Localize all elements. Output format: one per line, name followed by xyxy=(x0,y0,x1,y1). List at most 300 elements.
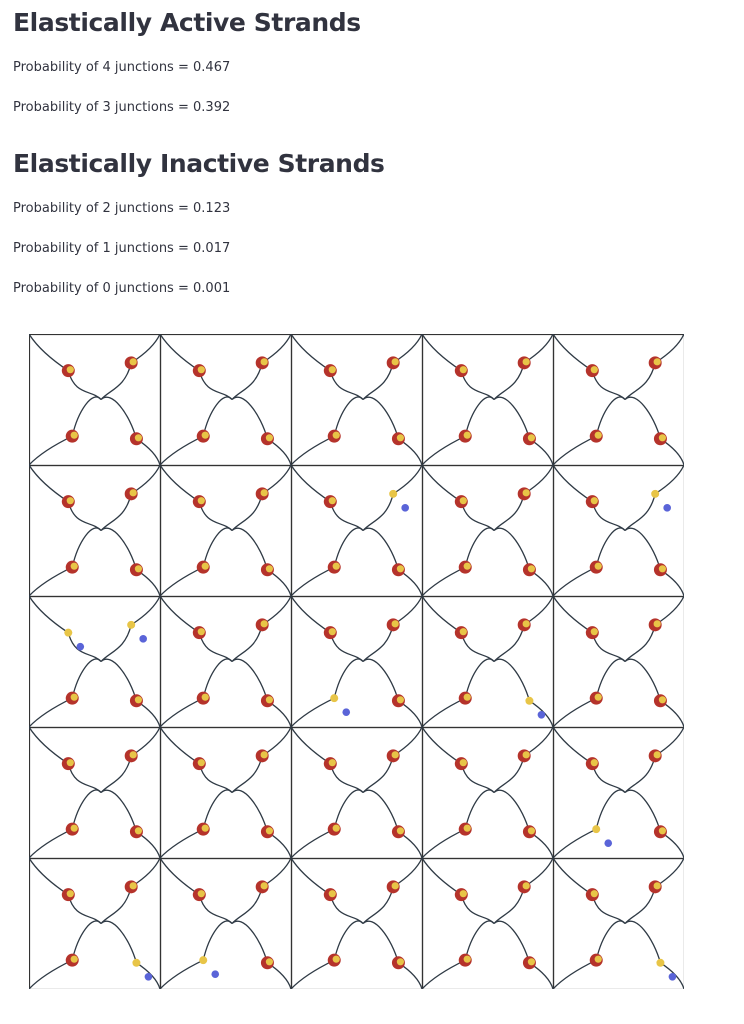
strand-line xyxy=(553,436,596,465)
strand-line xyxy=(461,895,494,924)
strand-line xyxy=(334,397,363,436)
strand-line xyxy=(72,397,101,436)
junction-core xyxy=(198,628,205,635)
probability-value: 0.017 xyxy=(193,241,231,256)
junction-core xyxy=(266,958,273,965)
strand-line xyxy=(29,858,68,895)
junction-core xyxy=(523,489,530,496)
strand-line xyxy=(553,334,592,371)
junction-core xyxy=(397,827,404,834)
strand-line xyxy=(553,858,592,895)
strand-line xyxy=(553,567,596,596)
strand-line xyxy=(363,790,398,832)
strand-line xyxy=(199,895,232,924)
crosslinker-dot xyxy=(538,711,546,719)
strand-line xyxy=(291,465,330,502)
network-cell xyxy=(160,465,292,597)
strand-line xyxy=(232,756,262,793)
strand-line xyxy=(29,698,72,727)
strand-line xyxy=(422,698,465,727)
strand-line xyxy=(334,528,363,567)
network-cell xyxy=(291,465,423,597)
strand-line xyxy=(101,887,131,924)
strand-line xyxy=(291,858,330,895)
strand-line xyxy=(68,371,101,400)
network-cell xyxy=(160,858,292,989)
junction-core xyxy=(464,432,471,439)
junction-core xyxy=(71,694,78,701)
junction-core xyxy=(198,890,205,897)
free-end-marker xyxy=(525,697,533,705)
junction-core xyxy=(71,563,78,570)
strand-line xyxy=(72,921,101,960)
crosslinker-dot xyxy=(342,708,350,716)
junction-core xyxy=(130,882,137,889)
junction-core xyxy=(198,366,205,373)
section-title-active: Elastically Active Strands xyxy=(13,8,361,37)
free-end-marker xyxy=(127,621,135,629)
junction-core xyxy=(523,620,530,627)
strand-line xyxy=(330,371,363,400)
network-cell xyxy=(29,727,161,859)
probability-line: Probability of 3 junctions = 0.392 xyxy=(13,100,231,115)
strand-line xyxy=(291,829,334,858)
strand-line xyxy=(363,494,393,531)
strand-line xyxy=(553,596,592,633)
strand-line xyxy=(232,528,267,570)
strand-line xyxy=(553,465,592,502)
strand-line xyxy=(291,698,334,727)
junction-core xyxy=(329,628,336,635)
strand-line xyxy=(494,397,529,439)
strand-line xyxy=(160,858,199,895)
network-grid-diagram xyxy=(29,334,684,989)
cell-border xyxy=(161,597,292,728)
strand-line xyxy=(592,895,625,924)
junction-core xyxy=(591,890,598,897)
free-end-marker xyxy=(656,959,664,967)
junction-core xyxy=(266,827,273,834)
strand-line xyxy=(592,633,625,662)
network-cell xyxy=(553,727,684,859)
strand-line xyxy=(101,659,136,701)
probability-label: Probability of 1 junctions xyxy=(13,241,174,256)
strand-line xyxy=(465,790,494,829)
junction-core xyxy=(67,890,74,897)
cell-border xyxy=(30,466,161,597)
crosslinker-dot xyxy=(139,635,147,643)
junction-core xyxy=(71,432,78,439)
strand-line xyxy=(199,371,232,400)
strand-line xyxy=(72,528,101,567)
cell-border xyxy=(292,859,423,990)
strand-line xyxy=(334,790,363,829)
strand-line xyxy=(553,829,596,858)
strand-line xyxy=(592,502,625,531)
strand-line xyxy=(596,921,625,960)
cell-border xyxy=(423,597,554,728)
junction-core xyxy=(591,497,598,504)
network-cell xyxy=(29,465,161,597)
strand-line xyxy=(363,625,393,662)
strand-line xyxy=(596,397,625,436)
junction-core xyxy=(591,366,598,373)
strand-line xyxy=(465,659,494,698)
strand-line xyxy=(101,625,131,662)
cell-border xyxy=(30,859,161,990)
junction-core xyxy=(528,434,535,441)
junction-core xyxy=(261,489,268,496)
cell-border xyxy=(554,466,685,597)
strand-line xyxy=(29,436,72,465)
junction-core xyxy=(266,696,273,703)
strand-line xyxy=(101,363,131,400)
junction-core xyxy=(130,358,137,365)
strand-line xyxy=(596,659,625,698)
junction-core xyxy=(397,958,404,965)
strand-line xyxy=(68,895,101,924)
crosslinker-dot xyxy=(211,970,219,978)
junction-core xyxy=(464,563,471,570)
strand-line xyxy=(461,633,494,662)
junction-core xyxy=(397,565,404,572)
strand-line xyxy=(363,397,398,439)
cell-border xyxy=(30,728,161,859)
junction-core xyxy=(523,882,530,889)
strand-line xyxy=(461,371,494,400)
strand-line xyxy=(494,494,524,531)
junction-core xyxy=(266,434,273,441)
junction-core xyxy=(595,694,602,701)
junction-core xyxy=(659,434,666,441)
cell-border xyxy=(30,335,161,466)
strand-line xyxy=(465,528,494,567)
strand-line xyxy=(596,790,625,829)
junction-core xyxy=(464,825,471,832)
strand-line xyxy=(592,764,625,793)
network-cell xyxy=(291,727,423,859)
network-cell xyxy=(422,465,554,597)
junction-core xyxy=(591,759,598,766)
probability-value: 0.467 xyxy=(193,60,231,75)
free-end-marker xyxy=(330,694,338,702)
strand-line xyxy=(232,397,267,439)
strand-line xyxy=(625,790,660,832)
junction-core xyxy=(202,432,209,439)
free-end-marker xyxy=(651,490,659,498)
strand-line xyxy=(625,756,655,793)
strand-line xyxy=(291,960,334,989)
strand-line xyxy=(199,764,232,793)
free-end-marker xyxy=(199,956,207,964)
free-end-marker xyxy=(592,825,600,833)
cell-border xyxy=(423,728,554,859)
strand-line xyxy=(29,829,72,858)
junction-core xyxy=(659,827,666,834)
cell-border xyxy=(292,597,423,728)
strand-line xyxy=(494,528,529,570)
cell-border xyxy=(161,859,292,990)
junction-core xyxy=(595,563,602,570)
strand-line xyxy=(160,567,203,596)
junction-core xyxy=(135,696,142,703)
crosslinker-dot xyxy=(669,973,677,981)
strand-line xyxy=(101,921,136,963)
strand-line xyxy=(68,764,101,793)
probability-line: Probability of 2 junctions = 0.123 xyxy=(13,201,231,216)
strand-line xyxy=(29,567,72,596)
strand-line xyxy=(101,397,136,439)
strand-line xyxy=(72,659,101,698)
strand-line xyxy=(291,596,330,633)
crosslinker-dot xyxy=(663,504,671,512)
network-cell xyxy=(160,596,292,728)
network-cell xyxy=(553,858,684,989)
probability-line: Probability of 4 junctions = 0.467 xyxy=(13,60,231,75)
strand-line xyxy=(422,567,465,596)
network-cell xyxy=(291,596,423,728)
junction-core xyxy=(654,751,661,758)
strand-line xyxy=(422,829,465,858)
strand-line xyxy=(334,921,363,960)
junction-core xyxy=(460,890,467,897)
strand-line xyxy=(291,334,330,371)
junction-core xyxy=(202,694,209,701)
junction-core xyxy=(528,565,535,572)
strand-line xyxy=(625,659,660,701)
strand-line xyxy=(625,887,655,924)
strand-line xyxy=(461,502,494,531)
junction-core xyxy=(130,751,137,758)
strand-line xyxy=(363,363,393,400)
junction-core xyxy=(392,882,399,889)
junction-core xyxy=(595,956,602,963)
strand-line xyxy=(363,887,393,924)
strand-line xyxy=(291,436,334,465)
free-end-marker xyxy=(64,629,72,637)
crosslinker-dot xyxy=(401,504,409,512)
junction-core xyxy=(198,497,205,504)
cell-border xyxy=(554,859,685,990)
strand-line xyxy=(291,727,330,764)
junction-core xyxy=(329,759,336,766)
strand-line xyxy=(494,756,524,793)
strand-line xyxy=(422,436,465,465)
junction-core xyxy=(392,620,399,627)
cell-border xyxy=(554,597,685,728)
crosslinker-dot xyxy=(604,839,612,847)
probability-label: Probability of 0 junctions xyxy=(13,281,174,296)
junction-core xyxy=(67,759,74,766)
junction-core xyxy=(523,751,530,758)
strand-line xyxy=(101,756,131,793)
probability-label: Probability of 2 junctions xyxy=(13,201,174,216)
strand-line xyxy=(494,790,529,832)
network-cell xyxy=(160,727,292,859)
strand-line xyxy=(465,397,494,436)
network-cell xyxy=(422,727,554,859)
strand-line xyxy=(334,659,363,698)
crosslinker-dot xyxy=(145,973,153,981)
junction-core xyxy=(595,432,602,439)
strand-line xyxy=(494,659,529,701)
strand-line xyxy=(494,887,524,924)
probability-label: Probability of 3 junctions xyxy=(13,100,174,115)
strand-line xyxy=(330,502,363,531)
strand-line xyxy=(29,334,68,371)
junction-core xyxy=(528,827,535,834)
junction-core xyxy=(202,825,209,832)
junction-core xyxy=(392,751,399,758)
strand-line xyxy=(553,727,592,764)
strand-line xyxy=(160,334,199,371)
cell-border xyxy=(554,335,685,466)
probability-label: Probability of 4 junctions xyxy=(13,60,174,75)
strand-line xyxy=(461,764,494,793)
junction-core xyxy=(198,759,205,766)
strand-line xyxy=(160,436,203,465)
crosslinker-dot xyxy=(77,643,85,651)
junction-core xyxy=(659,696,666,703)
strand-line xyxy=(232,921,267,963)
junction-core xyxy=(71,825,78,832)
junction-core xyxy=(460,628,467,635)
strand-line xyxy=(203,397,232,436)
strand-line xyxy=(625,363,655,400)
junction-core xyxy=(460,497,467,504)
network-cell xyxy=(29,334,161,466)
strand-line xyxy=(625,921,660,963)
strand-line xyxy=(232,625,262,662)
strand-line xyxy=(422,858,461,895)
junction-core xyxy=(266,565,273,572)
cell-border xyxy=(423,466,554,597)
junction-core xyxy=(464,956,471,963)
cell-border xyxy=(423,335,554,466)
network-cell xyxy=(29,858,161,989)
junction-core xyxy=(329,366,336,373)
probability-value: 0.392 xyxy=(193,100,231,115)
network-cell xyxy=(291,334,423,466)
junction-core xyxy=(464,694,471,701)
strand-line xyxy=(330,764,363,793)
junction-core xyxy=(202,563,209,570)
strand-line xyxy=(422,334,461,371)
strand-line xyxy=(203,790,232,829)
cell-border xyxy=(292,466,423,597)
strand-line xyxy=(291,567,334,596)
junction-core xyxy=(261,358,268,365)
strand-line xyxy=(160,698,203,727)
strand-line xyxy=(330,633,363,662)
junction-core xyxy=(333,956,340,963)
junction-core xyxy=(135,434,142,441)
junction-core xyxy=(333,825,340,832)
strand-line xyxy=(625,528,660,570)
strand-line xyxy=(199,502,232,531)
junction-core xyxy=(261,751,268,758)
junction-core xyxy=(528,958,535,965)
strand-line xyxy=(160,829,203,858)
strand-line xyxy=(422,727,461,764)
junction-core xyxy=(261,620,268,627)
strand-line xyxy=(625,397,660,439)
network-cell xyxy=(422,334,554,466)
strand-line xyxy=(422,596,461,633)
cell-border xyxy=(161,335,292,466)
strand-line xyxy=(29,727,68,764)
network-cell xyxy=(553,465,684,597)
strand-line xyxy=(101,528,136,570)
network-cell xyxy=(422,596,554,728)
strand-line xyxy=(494,363,524,400)
cell-border xyxy=(161,466,292,597)
network-cell xyxy=(291,858,423,989)
network-cell xyxy=(422,858,554,989)
junction-core xyxy=(333,432,340,439)
strand-line xyxy=(625,625,655,662)
strand-line xyxy=(232,659,267,701)
cell-border xyxy=(161,728,292,859)
cell-border xyxy=(30,597,161,728)
strand-line xyxy=(203,528,232,567)
strand-line xyxy=(232,494,262,531)
strand-line xyxy=(592,371,625,400)
network-cell xyxy=(160,334,292,466)
section-title-inactive: Elastically Inactive Strands xyxy=(13,149,385,178)
free-end-marker xyxy=(389,490,397,498)
junction-core xyxy=(67,366,74,373)
strand-line xyxy=(232,363,262,400)
junction-core xyxy=(654,620,661,627)
junction-core xyxy=(523,358,530,365)
junction-core xyxy=(654,882,661,889)
cell-border xyxy=(292,728,423,859)
junction-core xyxy=(460,759,467,766)
strand-line xyxy=(160,727,199,764)
strand-line xyxy=(160,960,203,989)
junction-core xyxy=(135,565,142,572)
strand-line xyxy=(465,921,494,960)
junction-core xyxy=(261,882,268,889)
strand-line xyxy=(494,625,524,662)
network-cell xyxy=(29,596,161,728)
cell-border xyxy=(423,859,554,990)
junction-core xyxy=(333,563,340,570)
network-cell xyxy=(553,596,684,728)
junction-core xyxy=(460,366,467,373)
strand-line xyxy=(160,596,199,633)
strand-line xyxy=(101,790,136,832)
strand-line xyxy=(29,465,68,502)
strand-line xyxy=(363,659,398,701)
strand-line xyxy=(596,528,625,567)
strand-line xyxy=(203,921,232,960)
strand-line xyxy=(29,960,72,989)
strand-line xyxy=(363,756,393,793)
cell-border xyxy=(292,335,423,466)
strand-line xyxy=(68,502,101,531)
strand-line xyxy=(160,465,199,502)
junction-core xyxy=(135,827,142,834)
strand-line xyxy=(393,465,422,494)
strand-line xyxy=(494,921,529,963)
strand-line xyxy=(72,790,101,829)
junction-core xyxy=(654,358,661,365)
strand-line xyxy=(131,596,160,625)
junction-core xyxy=(329,497,336,504)
cell-border xyxy=(554,728,685,859)
